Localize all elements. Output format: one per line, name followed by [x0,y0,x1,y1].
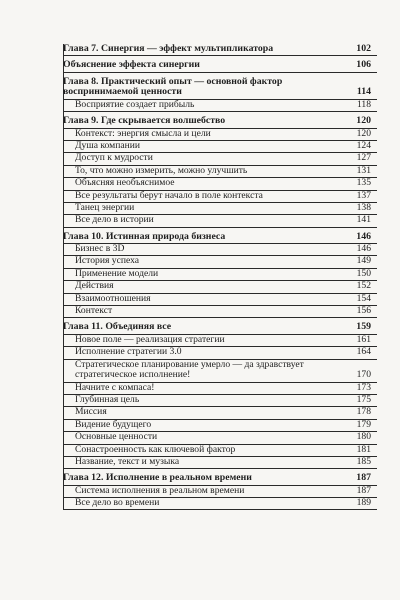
toc-entry-title: Новое поле — реализация стратегии [75,333,225,345]
toc-entry-page: 138 [356,201,371,213]
toc-entry-page: 161 [356,333,371,345]
toc-entry-title: Миссия [75,406,107,418]
toc-entry-title: Видение будущего [75,418,152,430]
toc-entry-title: Глава 8. Практический опыт — основной фактор воспринимаемой ценности [63,75,283,98]
toc-entry-title: Система исполнения в реальном времени [75,484,245,496]
toc-chapter-entry [63,116,377,128]
toc-chapter-entry [63,60,377,72]
toc-entry-title: Глава 11. Объединяя все [63,321,172,333]
toc-entry-page: 135 [356,177,371,189]
toc-entry-title: Глубинная цель [75,393,140,405]
toc-entry-title: Основные ценности [75,431,158,443]
toc-entry-page: 170 [356,369,371,381]
toc-entry-title: Все дело во времени [75,497,160,509]
toc-chapter-entry [63,77,377,100]
toc-entry-page: 146 [356,243,371,255]
toc-entry-page: 178 [356,406,371,418]
toc-entry-page: 118 [356,98,371,110]
toc-entry-page: 152 [356,280,371,292]
toc-entry-title: Бизнес в 3D [75,243,125,255]
toc-entry-page: 149 [356,255,371,267]
toc-entry-page: 114 [356,86,371,98]
toc-section-entry [63,100,377,112]
toc-entry-title: Исполнение стратегии 3.0 [75,346,182,358]
toc-entry-page: 127 [356,152,371,164]
toc-entry-page: 180 [356,431,371,443]
toc-entry-title: Сонастроенность как ключевой фактор [75,443,236,455]
toc-entry-title: Название, текст и музыка [75,455,180,467]
toc-entry-title: Глава 10. Истинная природа бизнеса [63,230,226,242]
toc-entry-title: Восприятие создает прибыль [75,98,195,110]
toc-entry-page: 137 [356,189,371,201]
toc-section-entry [63,256,377,268]
toc-entry-title: Танец энергии [75,201,135,213]
toc-section-entry [63,498,377,510]
toc-entry-page: 150 [356,267,371,279]
toc-entry-page: 131 [356,164,371,176]
toc-chapter-entry [63,473,377,485]
toc-entry-title: Доступ к мудрости [75,152,153,164]
toc-chapter-entry [63,44,377,56]
toc-entry-title: Глава 12. Исполнение в реальном времени [63,472,252,484]
toc-entry-title: Глава 9. Где скрывается волшебство [63,115,226,127]
toc-section-entry [63,407,377,419]
toc-section-entry [63,215,377,227]
toc-entry-title: Глава 7. Синергия — эффект мультипликатора [63,43,274,54]
toc-entry-title: Взаимоотношения [75,292,151,304]
toc-entry-title: Объясняя необъяснимое [75,177,175,189]
toc-entry-page: 141 [356,214,371,226]
toc-entry-page: 173 [356,381,371,393]
toc-entry-title: Контекст: энергия смысла и цели [75,127,211,139]
toc-section-entry [63,178,377,190]
toc-entry-title: История успеха [75,255,140,267]
toc-entry-page: 175 [356,393,371,405]
toc-entry-page: 164 [356,346,371,358]
toc-entry-title: Все дело в истории [75,214,154,226]
toc-entry-page: 124 [356,139,371,151]
toc-entry-title: Стратегическое планирование умерло — да здравствует стратегическое исполнение! [75,358,304,381]
toc-section-entry [63,347,377,359]
toc-entry-title: Контекст [75,305,113,317]
toc-section-entry [63,395,377,407]
toc-entry-page: 189 [356,497,371,509]
toc-entry-title: То, что можно измерить, можно улучшить [75,164,248,176]
toc-entry-page: 187 [356,484,371,496]
table-of-contents [63,44,377,510]
toc-entry-page: 187 [356,472,371,484]
toc-entry-page: 120 [356,115,371,127]
toc-entry-page: 154 [356,292,371,304]
toc-entry-page: 185 [356,455,371,467]
toc-entry-page: 146 [356,230,371,242]
toc-entry-page: 159 [356,321,371,333]
toc-entry-title: Все результаты берут начало в поле контекста [75,189,263,201]
toc-entry-page: 181 [356,443,371,455]
toc-entry-title: Начните с компаса! [75,381,155,393]
toc-section-entry [63,306,377,318]
toc-section-entry [63,281,377,293]
toc-section-entry [63,153,377,165]
toc-entry-page: 106 [356,59,371,71]
toc-section-entry [63,360,377,383]
toc-entry-title: Объяснение эффекта синергии [63,59,200,71]
toc-entry-page: 102 [356,43,371,54]
toc-section-entry [63,432,377,444]
toc-entry-title: Душа компании [75,139,141,151]
toc-section-entry [63,457,377,469]
toc-entry-page: 179 [356,418,371,430]
toc-chapter-entry [63,322,377,334]
toc-entry-page: 120 [356,127,371,139]
toc-entry-title: Действия [75,280,114,292]
toc-entry-title: Применение модели [75,267,159,279]
toc-entry-page: 156 [356,305,371,317]
